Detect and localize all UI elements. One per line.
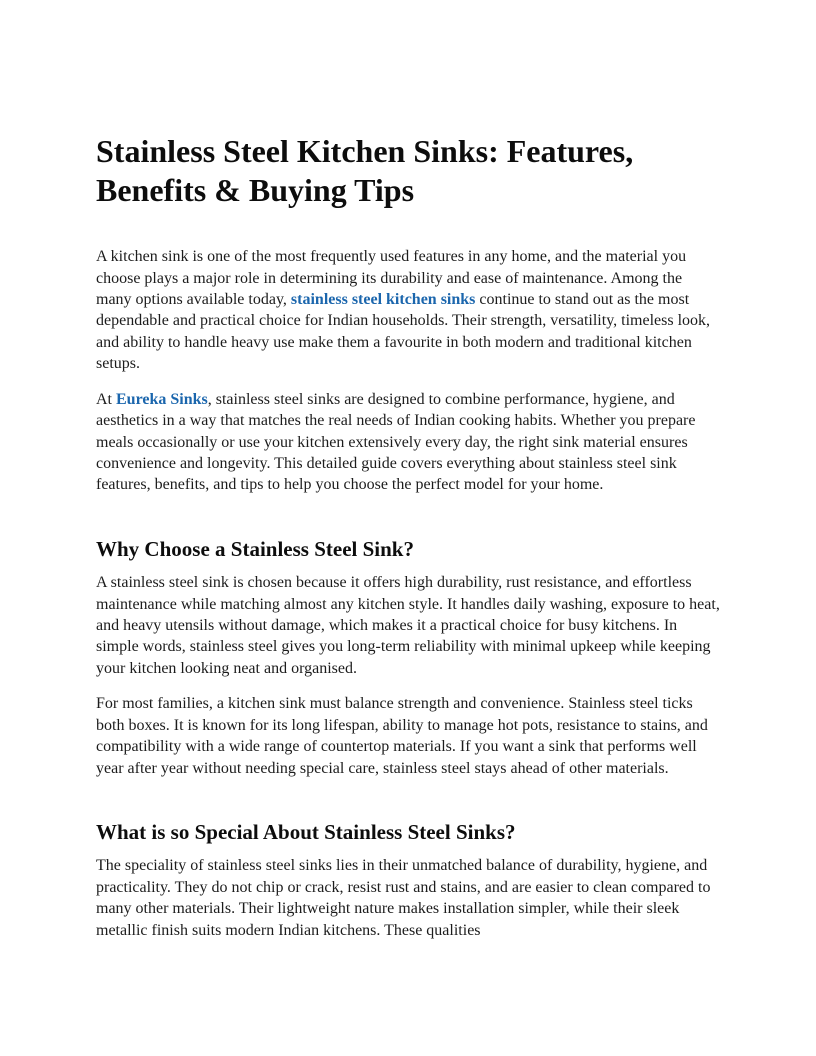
section-paragraph: For most families, a kitchen sink must balance strength and convenience. Stainless steel ticks both boxes. It is known for its long lifespan, ability to manage hot pots, resistance to stains, and compatibility with a wide range of countertop materials. If you want a sink that performs well year after year without needing special care, stainless steel stays ahead of other materials. (96, 695, 708, 777)
page-title: Stainless Steel Kitchen Sinks: Features, Benefits & Buying Tips (96, 133, 634, 209)
intro-paragraph-2 (96, 389, 720, 496)
stainless-steel-kitchen-sinks-link[interactable]: stainless steel kitchen sinks (290, 290, 476, 308)
section-paragraph: A stainless steel sink is chosen because it offers high durability, rust resistance, and effortless maintenance while matching almost any kitchen style. It handles daily washing, exposure to heat, and heavy utensils without damage, which makes it a practical choice for busy kitchens. In simple words, stainless steel gives you long-term reliability with minimal upkeep while keeping your kitchen looking neat and organised. (96, 574, 720, 677)
eureka-sinks-link[interactable]: Eureka Sinks (116, 390, 208, 408)
paragraph-text: At (96, 390, 116, 408)
paragraph-text: continue to stand out as the most dependable and practical choice for Indian households. Their strength, versatility, timeless look, and ability to handle heavy use make them a favourite in both modern and traditional kitchen setups. (96, 290, 711, 373)
intro-paragraph-1 (96, 246, 720, 375)
section-heading-what-is-special: What is so Special About Stainless Steel Sinks? (96, 820, 516, 845)
paragraph-text: A kitchen sink is one of the most frequently used features in any home, and the material you choose plays a major role in determining its durability and ease of maintenance. Among the many options available today, (96, 248, 687, 308)
section-heading-why-choose: Why Choose a Stainless Steel Sink? (96, 536, 414, 561)
paragraph-text: , stainless steel sinks are designed to combine performance, hygiene, and aesthetics in a way that matches the real needs of Indian cooking habits. Whether you prepare meals occasionally or use your kitchen extensively every day, the right sink material ensures convenience and longevity. This detailed guide covers everything about stainless steel sink features, benefits, and tips to help you choose the perfect model for your home. (96, 390, 696, 494)
section-paragraph: The speciality of stainless steel sinks lies in their unmatched balance of durability, hygiene, and practicality. They do not chip or crack, resist rust and stains, and are easier to clean compared to many other materials. Their lightweight nature makes installation simpler, while their sleek metallic finish suits modern Indian kitchens. These qualities (96, 857, 711, 939)
